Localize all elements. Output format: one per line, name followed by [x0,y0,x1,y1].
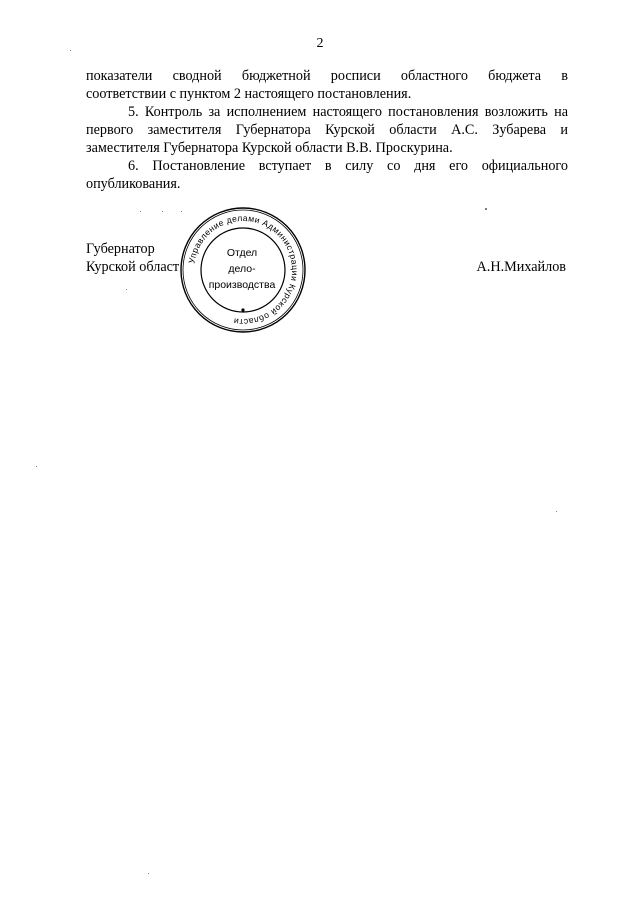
scan-speck [140,211,141,212]
stamp-center-line-2: дело- [228,263,256,275]
signer-title [86,240,179,276]
scan-speck [148,873,149,874]
scan-speck [126,289,127,290]
scan-speck [36,466,37,467]
paragraph-line: соответствии с пунктом 2 настоящего постановления. [86,86,412,102]
stamp-seal-icon [179,206,307,334]
scan-speck [556,511,557,512]
signer-name: А.Н.Михайлов [476,259,566,275]
paragraph-line: показатели сводной бюджетной росписи областного бюджета в [86,68,568,84]
scan-speck [181,211,182,212]
signature-block [0,240,640,340]
signer-title-line-1: Губернатор [86,241,155,257]
official-stamp [179,206,307,334]
page-number: 2 [316,36,324,51]
scan-speck [485,208,487,210]
signer-title-line-2: Курской област [86,259,180,275]
stamp-center-line-3: производства [208,279,276,291]
stamp-center-line-1: Отдел [226,247,258,259]
stamp-ring-text: Управление делами Администрации Курской области [186,212,301,328]
paragraph-5: 5. Контроль за исполнением настоящего постановления возложить на первого заместителя Губернатора Курской области А.С. Зубарева и заместителя Губернатора Курской области В.В. Проскурина. [86,104,568,156]
scan-speck [162,211,163,212]
paragraph-continuation [86,67,568,103]
paragraph-6: 6. Постановление вступает в силу со дня его официального опубликования. [86,158,568,192]
scan-speck [70,50,71,51]
document-body [86,67,568,193]
